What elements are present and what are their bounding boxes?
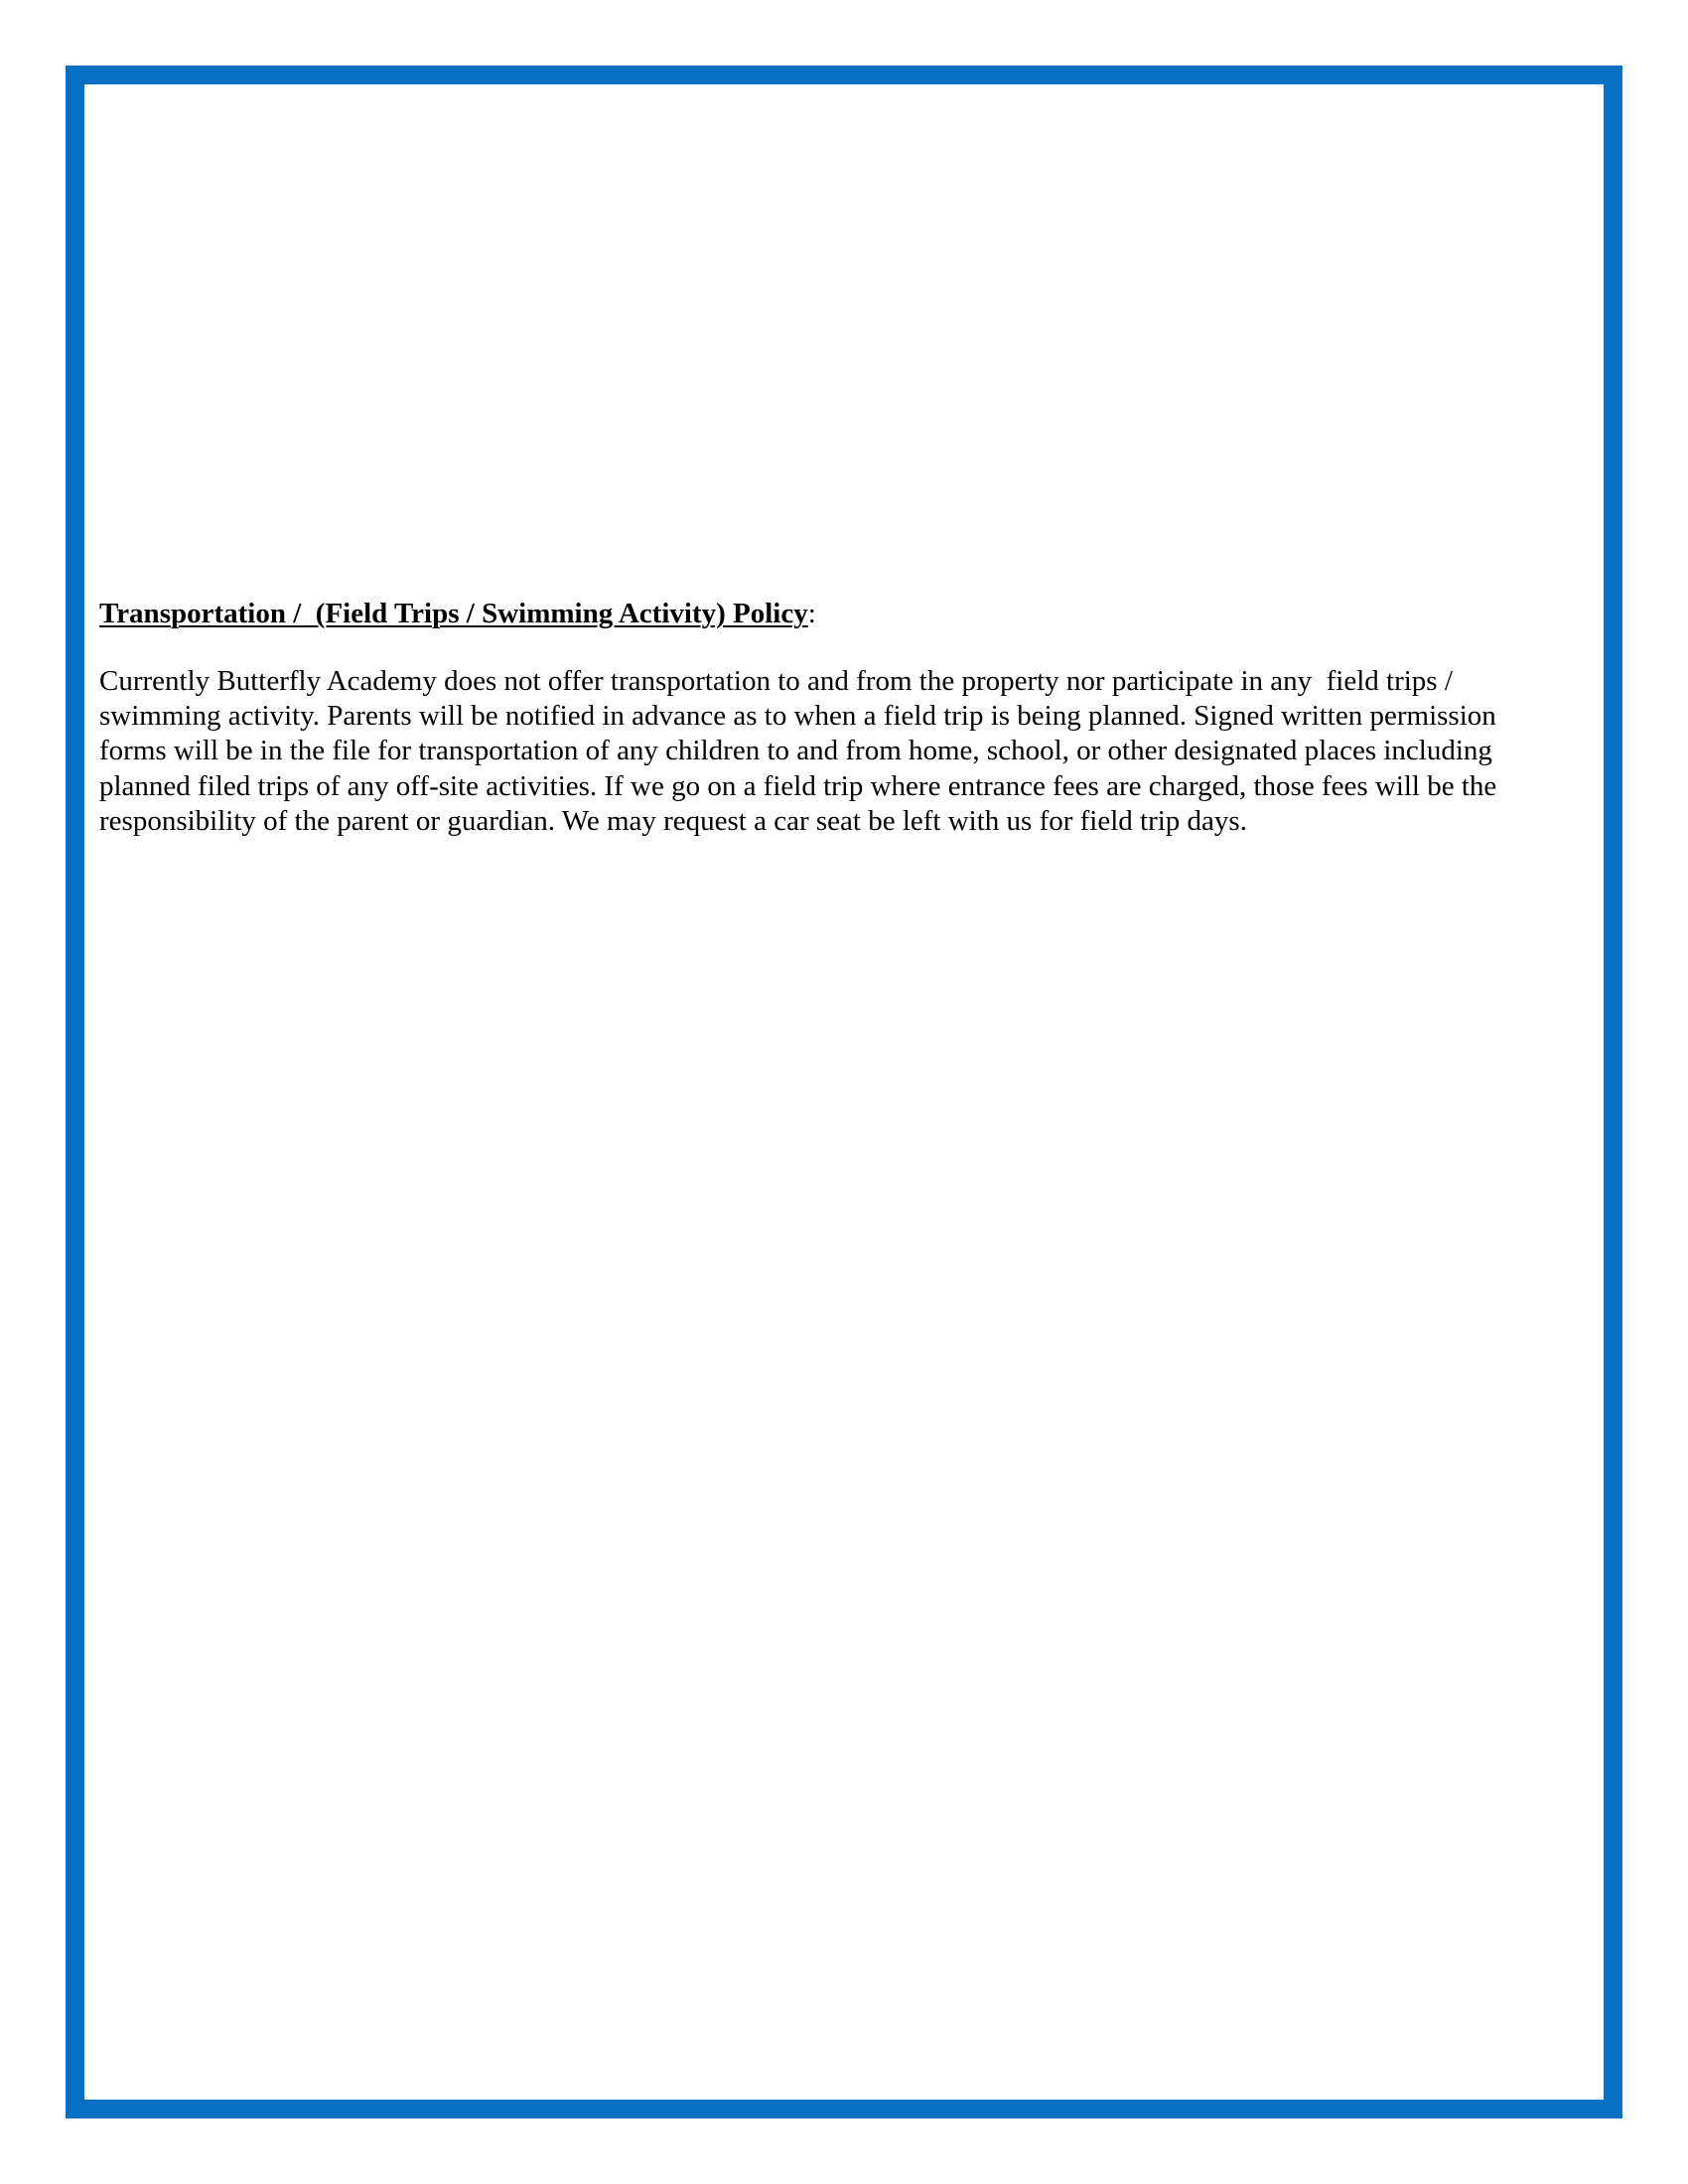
policy-heading (99, 596, 1589, 631)
page-border-frame (66, 66, 1622, 2118)
policy-body-line: forms will be in the file for transportation of any children to and from home, school, or other designated places including (99, 735, 1492, 767)
policy-body-line: planned filed trips of any off-site activities. If we go on a field trip where entrance fees are charged, those fees will be the (99, 769, 1497, 802)
policy-body-line: swimming activity. Parents will be notified in advance as to when a field trip is being planned. Signed written permission (99, 700, 1496, 733)
policy-section (99, 596, 1589, 839)
policy-body-line: responsibility of the parent or guardian. We may request a car seat be left with us for field trip days. (99, 804, 1247, 837)
policy-title: Transportation / (Field Trips / Swimming Activity) Policy (99, 598, 808, 629)
policy-title-colon: : (807, 598, 816, 629)
policy-body-line: Currently Butterfly Academy does not offer transportation to and from the property nor participate in any field trips / (99, 665, 1453, 697)
policy-body (99, 664, 1589, 839)
